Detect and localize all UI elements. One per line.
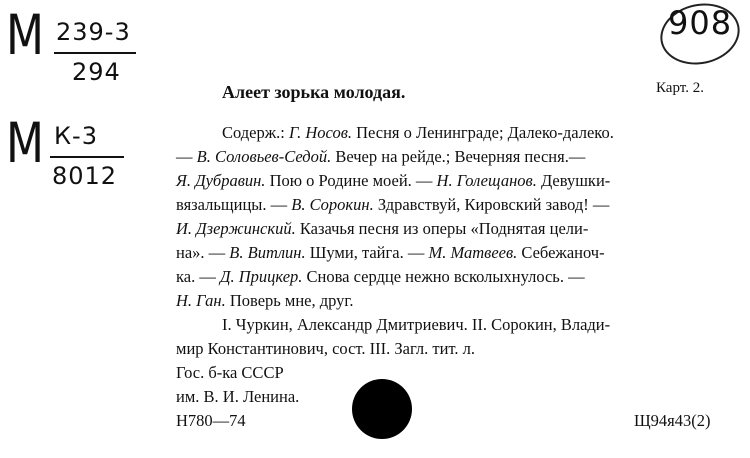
- call-mark-bottom: М: [6, 112, 45, 176]
- composer-name: В. Соловьев-Седой.: [196, 147, 332, 166]
- contents-line-1: [222, 123, 614, 143]
- call-code2-upper: К-3: [54, 122, 98, 150]
- card-title-text: Алеет зорька молодая.: [222, 82, 406, 102]
- call-code-upper: 239-3: [56, 18, 131, 46]
- dash: —: [176, 147, 197, 166]
- composer-name: Я. Дубравин.: [176, 171, 266, 190]
- call-code-divider: [54, 52, 136, 54]
- song-titles: Здравствуй, Кировский завод! —: [373, 195, 610, 214]
- punch-hole: [352, 379, 412, 439]
- composer-name: Г. Носов.: [288, 123, 352, 142]
- song-titles: Вечер на рейде.; Вечерняя песня.—: [331, 147, 586, 166]
- call-code2-divider: [50, 156, 124, 158]
- contents-line-6: [176, 243, 605, 263]
- song-titles: Девушки-: [536, 171, 611, 190]
- composer-name: М. Матвеев.: [428, 243, 518, 262]
- footer-left-code: Н780—74: [176, 411, 246, 430]
- handwritten-number: 908: [668, 4, 733, 42]
- call-code2-lower: 8012: [52, 162, 118, 190]
- contents-line-5: [176, 219, 588, 239]
- library-line-2: им. В. И. Ленина.: [176, 387, 300, 406]
- composer-name: В. Витлин.: [229, 243, 306, 262]
- card-label: Карт. 2.: [656, 80, 704, 96]
- song-titles: на». —: [176, 243, 230, 262]
- contents-line-3: [176, 171, 610, 191]
- song-titles: Поверь мне, друг.: [225, 291, 354, 310]
- composer-name: И. Дзержинский.: [176, 219, 296, 238]
- composer-name: Н. Ган.: [176, 291, 226, 310]
- composer-name: Н. Голещанов.: [436, 171, 537, 190]
- song-titles: Снова сердце нежно всколыхнулось. —: [302, 267, 585, 286]
- card-title: [222, 82, 405, 103]
- composer-name: Д. Прицкер.: [219, 267, 303, 286]
- tracing-line-2: мир Константинович, сост. III. Загл. тит. л.: [176, 339, 475, 358]
- song-titles: ка. —: [176, 267, 220, 286]
- song-titles: Пою о Родине моей. —: [265, 171, 437, 190]
- contents-line-4: [176, 195, 609, 215]
- composer-name: В. Сорокин.: [291, 195, 374, 214]
- call-code-lower: 294: [72, 58, 121, 86]
- song-titles: Песня о Ленинграде; Далеко-далеко.: [352, 123, 614, 142]
- contents-line-8: [176, 291, 353, 311]
- library-line-1: Гос. б-ка СССР: [176, 363, 284, 382]
- call-mark-top: М: [6, 4, 45, 68]
- contents-line-2: [176, 147, 585, 167]
- contents-line-7: [176, 267, 585, 287]
- song-titles: вязальщицы. —: [176, 195, 292, 214]
- footer-right-code: Щ94я43(2): [634, 411, 711, 430]
- song-titles: Казачья песня из оперы «Поднятая цели-: [295, 219, 589, 238]
- song-titles: Себежаноч-: [517, 243, 605, 262]
- tracing-line-1: I. Чуркин, Александр Дмитриевич. II. Сорокин, Влади-: [222, 315, 611, 334]
- contents-label: Содерж.:: [222, 123, 289, 142]
- song-titles: Шуми, тайга. —: [305, 243, 429, 262]
